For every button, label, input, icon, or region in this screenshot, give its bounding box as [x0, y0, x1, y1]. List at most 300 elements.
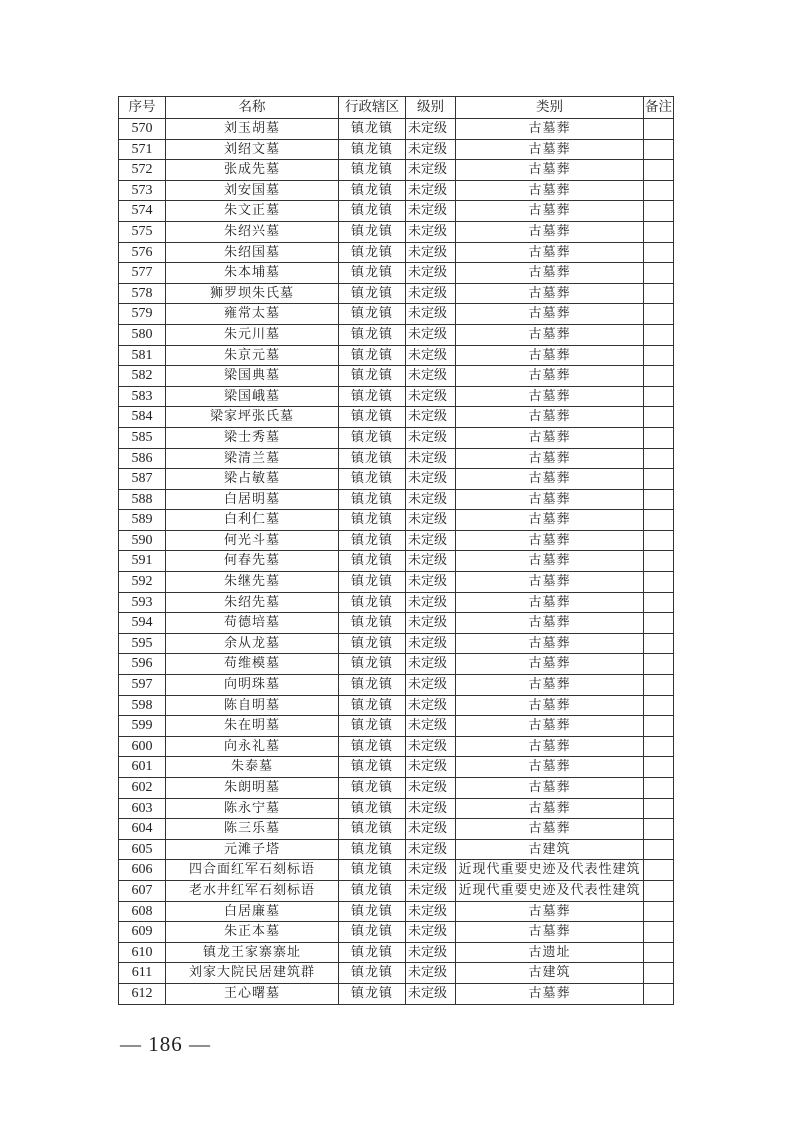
- cell-level: 未定级: [406, 798, 456, 819]
- cell-name: 向永礼墓: [166, 736, 339, 757]
- cell-name: 朱本埔墓: [166, 263, 339, 284]
- cell-category: 古墓葬: [456, 798, 644, 819]
- table-row: [119, 242, 674, 263]
- cell-remarks: [644, 263, 674, 284]
- table-row: [119, 366, 674, 387]
- cell-remarks: [644, 942, 674, 963]
- table-row: [119, 489, 674, 510]
- cell-name: 张成先墓: [166, 160, 339, 181]
- cell-index: 585: [119, 427, 166, 448]
- cell-district: 镇龙镇: [339, 613, 406, 634]
- cell-name: 梁士秀墓: [166, 427, 339, 448]
- table-row: [119, 839, 674, 860]
- table-row: [119, 530, 674, 551]
- cell-index: 583: [119, 386, 166, 407]
- cell-level: 未定级: [406, 963, 456, 984]
- cell-index: 590: [119, 530, 166, 551]
- cell-category: 古墓葬: [456, 263, 644, 284]
- table-row: [119, 427, 674, 448]
- cell-category: 古遗址: [456, 942, 644, 963]
- cell-category: 古墓葬: [456, 695, 644, 716]
- cell-remarks: [644, 119, 674, 140]
- cell-index: 611: [119, 963, 166, 984]
- cell-level: 未定级: [406, 736, 456, 757]
- cell-name: 朱正本墓: [166, 922, 339, 943]
- cell-name: 朱泰墓: [166, 757, 339, 778]
- cell-district: 镇龙镇: [339, 839, 406, 860]
- cell-remarks: [644, 983, 674, 1004]
- cell-level: 未定级: [406, 819, 456, 840]
- cell-district: 镇龙镇: [339, 386, 406, 407]
- cell-name: 四合面红军石刻标语: [166, 860, 339, 881]
- cell-index: 609: [119, 922, 166, 943]
- cell-district: 镇龙镇: [339, 757, 406, 778]
- cell-remarks: [644, 716, 674, 737]
- cell-index: 571: [119, 139, 166, 160]
- cell-remarks: [644, 242, 674, 263]
- cell-category: 古墓葬: [456, 675, 644, 696]
- cell-remarks: [644, 283, 674, 304]
- table-row: [119, 860, 674, 881]
- cell-index: 606: [119, 860, 166, 881]
- table-row: [119, 675, 674, 696]
- cell-district: 镇龙镇: [339, 366, 406, 387]
- cell-index: 581: [119, 345, 166, 366]
- cell-name: 白利仁墓: [166, 510, 339, 531]
- cell-remarks: [644, 592, 674, 613]
- cell-category: 古墓葬: [456, 386, 644, 407]
- cell-index: 605: [119, 839, 166, 860]
- cell-remarks: [644, 839, 674, 860]
- table-row: [119, 551, 674, 572]
- cell-index: 589: [119, 510, 166, 531]
- cell-name: 梁清兰墓: [166, 448, 339, 469]
- cell-district: 镇龙镇: [339, 798, 406, 819]
- cell-remarks: [644, 530, 674, 551]
- cell-level: 未定级: [406, 489, 456, 510]
- table-row: [119, 345, 674, 366]
- cell-category: 古墓葬: [456, 510, 644, 531]
- cell-remarks: [644, 469, 674, 490]
- table-row: [119, 283, 674, 304]
- cell-remarks: [644, 798, 674, 819]
- cell-level: 未定级: [406, 530, 456, 551]
- cell-category: 古墓葬: [456, 654, 644, 675]
- cell-category: 古墓葬: [456, 633, 644, 654]
- cell-category: 古墓葬: [456, 139, 644, 160]
- cell-index: 572: [119, 160, 166, 181]
- cell-category: 古墓葬: [456, 242, 644, 263]
- cell-remarks: [644, 160, 674, 181]
- cell-level: 未定级: [406, 180, 456, 201]
- cell-name: 刘玉胡墓: [166, 119, 339, 140]
- cell-district: 镇龙镇: [339, 180, 406, 201]
- cell-name: 陈三乐墓: [166, 819, 339, 840]
- cell-district: 镇龙镇: [339, 572, 406, 593]
- cell-district: 镇龙镇: [339, 633, 406, 654]
- table-row: [119, 139, 674, 160]
- cell-index: 592: [119, 572, 166, 593]
- cell-name: 梁国典墓: [166, 366, 339, 387]
- cell-category: 古墓葬: [456, 716, 644, 737]
- cell-remarks: [644, 675, 674, 696]
- cell-remarks: [644, 654, 674, 675]
- cell-level: 未定级: [406, 427, 456, 448]
- cell-category: 古墓葬: [456, 201, 644, 222]
- cell-index: 579: [119, 304, 166, 325]
- table-row: [119, 654, 674, 675]
- cell-category: 古墓葬: [456, 572, 644, 593]
- cell-level: 未定级: [406, 139, 456, 160]
- table-row: [119, 736, 674, 757]
- table-row: [119, 304, 674, 325]
- table-row: [119, 922, 674, 943]
- cell-index: 587: [119, 469, 166, 490]
- cell-district: 镇龙镇: [339, 901, 406, 922]
- cell-index: 588: [119, 489, 166, 510]
- cell-category: 古墓葬: [456, 983, 644, 1004]
- table-row: [119, 695, 674, 716]
- cell-index: 596: [119, 654, 166, 675]
- cell-category: 古墓葬: [456, 324, 644, 345]
- cell-district: 镇龙镇: [339, 922, 406, 943]
- cell-name: 白居廉墓: [166, 901, 339, 922]
- cell-remarks: [644, 386, 674, 407]
- cell-name: 何春先墓: [166, 551, 339, 572]
- cell-level: 未定级: [406, 160, 456, 181]
- cell-index: 598: [119, 695, 166, 716]
- cell-category: 古墓葬: [456, 592, 644, 613]
- cell-level: 未定级: [406, 510, 456, 531]
- cell-district: 镇龙镇: [339, 469, 406, 490]
- cell-index: 577: [119, 263, 166, 284]
- cell-name: 朱文正墓: [166, 201, 339, 222]
- cell-remarks: [644, 613, 674, 634]
- cell-category: 古墓葬: [456, 613, 644, 634]
- table-row: [119, 510, 674, 531]
- cell-name: 梁占敏墓: [166, 469, 339, 490]
- cell-name: 陈自明墓: [166, 695, 339, 716]
- cell-category: 古墓葬: [456, 819, 644, 840]
- cell-district: 镇龙镇: [339, 778, 406, 799]
- cell-remarks: [644, 736, 674, 757]
- cell-level: 未定级: [406, 942, 456, 963]
- cell-name: 朱朗明墓: [166, 778, 339, 799]
- table-row: [119, 324, 674, 345]
- cell-remarks: [644, 510, 674, 531]
- cell-district: 镇龙镇: [339, 283, 406, 304]
- cell-remarks: [644, 139, 674, 160]
- cell-index: 578: [119, 283, 166, 304]
- cell-level: 未定级: [406, 613, 456, 634]
- cell-district: 镇龙镇: [339, 263, 406, 284]
- cell-level: 未定级: [406, 695, 456, 716]
- cell-category: 古墓葬: [456, 160, 644, 181]
- cell-index: 586: [119, 448, 166, 469]
- cell-level: 未定级: [406, 922, 456, 943]
- table-row: [119, 160, 674, 181]
- cell-category: 古墓葬: [456, 304, 644, 325]
- cell-remarks: [644, 860, 674, 881]
- table-header-row: [119, 97, 674, 119]
- cell-remarks: [644, 304, 674, 325]
- cell-name: 刘家大院民居建筑群: [166, 963, 339, 984]
- cell-name: 陈永宁墓: [166, 798, 339, 819]
- cell-category: 古墓葬: [456, 427, 644, 448]
- cell-level: 未定级: [406, 263, 456, 284]
- cell-category: 古墓葬: [456, 901, 644, 922]
- cell-name: 朱在明墓: [166, 716, 339, 737]
- cell-level: 未定级: [406, 675, 456, 696]
- cell-remarks: [644, 345, 674, 366]
- cell-district: 镇龙镇: [339, 716, 406, 737]
- cell-category: 古墓葬: [456, 345, 644, 366]
- cell-district: 镇龙镇: [339, 675, 406, 696]
- cell-remarks: [644, 819, 674, 840]
- cell-district: 镇龙镇: [339, 963, 406, 984]
- table-row: [119, 798, 674, 819]
- cell-category: 古墓葬: [456, 922, 644, 943]
- cell-name: 朱绍兴墓: [166, 221, 339, 242]
- cell-remarks: [644, 922, 674, 943]
- cell-district: 镇龙镇: [339, 324, 406, 345]
- cell-index: 576: [119, 242, 166, 263]
- cell-level: 未定级: [406, 201, 456, 222]
- cell-remarks: [644, 448, 674, 469]
- cell-district: 镇龙镇: [339, 427, 406, 448]
- cell-district: 镇龙镇: [339, 942, 406, 963]
- cell-index: 570: [119, 119, 166, 140]
- cell-district: 镇龙镇: [339, 201, 406, 222]
- cell-category: 古墓葬: [456, 283, 644, 304]
- cell-district: 镇龙镇: [339, 736, 406, 757]
- page-number: — 186 —: [120, 1032, 211, 1056]
- cell-category: 古墓葬: [456, 180, 644, 201]
- cell-level: 未定级: [406, 345, 456, 366]
- cell-name: 刘安国墓: [166, 180, 339, 201]
- cell-district: 镇龙镇: [339, 304, 406, 325]
- cell-index: 599: [119, 716, 166, 737]
- cell-level: 未定级: [406, 860, 456, 881]
- cell-name: 朱绍国墓: [166, 242, 339, 263]
- cell-name: 雍常太墓: [166, 304, 339, 325]
- cell-level: 未定级: [406, 221, 456, 242]
- cell-remarks: [644, 551, 674, 572]
- cell-name: 朱绍先墓: [166, 592, 339, 613]
- cell-name: 余从龙墓: [166, 633, 339, 654]
- cell-remarks: [644, 366, 674, 387]
- table-row: [119, 942, 674, 963]
- cell-category: 古墓葬: [456, 366, 644, 387]
- cell-level: 未定级: [406, 386, 456, 407]
- cell-level: 未定级: [406, 324, 456, 345]
- cell-remarks: [644, 324, 674, 345]
- cell-index: 595: [119, 633, 166, 654]
- cell-level: 未定级: [406, 283, 456, 304]
- cell-name: 狮罗坝朱氏墓: [166, 283, 339, 304]
- cell-remarks: [644, 963, 674, 984]
- cell-remarks: [644, 901, 674, 922]
- cell-name: 苟德培墓: [166, 613, 339, 634]
- cell-remarks: [644, 572, 674, 593]
- cell-district: 镇龙镇: [339, 592, 406, 613]
- cell-index: 607: [119, 880, 166, 901]
- cell-remarks: [644, 201, 674, 222]
- cell-level: 未定级: [406, 839, 456, 860]
- cell-district: 镇龙镇: [339, 119, 406, 140]
- table-row: [119, 716, 674, 737]
- cell-index: 603: [119, 798, 166, 819]
- cell-district: 镇龙镇: [339, 530, 406, 551]
- cell-level: 未定级: [406, 716, 456, 737]
- cell-category: 古墓葬: [456, 489, 644, 510]
- cell-level: 未定级: [406, 983, 456, 1004]
- cell-category: 近现代重要史迹及代表性建筑: [456, 860, 644, 881]
- cell-category: 近现代重要史迹及代表性建筑: [456, 880, 644, 901]
- table-row: [119, 963, 674, 984]
- cell-name: 刘绍文墓: [166, 139, 339, 160]
- table-row: [119, 448, 674, 469]
- header-index: 序号: [119, 97, 166, 119]
- cell-index: 610: [119, 942, 166, 963]
- cell-name: 朱继先墓: [166, 572, 339, 593]
- cell-remarks: [644, 880, 674, 901]
- cell-level: 未定级: [406, 448, 456, 469]
- cell-level: 未定级: [406, 304, 456, 325]
- table-row: [119, 572, 674, 593]
- cell-category: 古建筑: [456, 963, 644, 984]
- cell-category: 古墓葬: [456, 469, 644, 490]
- cell-district: 镇龙镇: [339, 983, 406, 1004]
- table-row: [119, 407, 674, 428]
- cell-level: 未定级: [406, 366, 456, 387]
- cell-category: 古墓葬: [456, 407, 644, 428]
- cell-index: 591: [119, 551, 166, 572]
- cell-level: 未定级: [406, 778, 456, 799]
- cell-index: 601: [119, 757, 166, 778]
- table-row: [119, 469, 674, 490]
- cell-index: 608: [119, 901, 166, 922]
- table-row: [119, 180, 674, 201]
- cell-index: 604: [119, 819, 166, 840]
- cell-district: 镇龙镇: [339, 819, 406, 840]
- cell-district: 镇龙镇: [339, 160, 406, 181]
- cell-index: 597: [119, 675, 166, 696]
- cell-index: 582: [119, 366, 166, 387]
- table-row: [119, 778, 674, 799]
- cell-remarks: [644, 489, 674, 510]
- cell-index: 573: [119, 180, 166, 201]
- table-row: [119, 221, 674, 242]
- cell-index: 580: [119, 324, 166, 345]
- cell-district: 镇龙镇: [339, 448, 406, 469]
- cell-category: 古墓葬: [456, 221, 644, 242]
- cell-level: 未定级: [406, 592, 456, 613]
- table-row: [119, 386, 674, 407]
- cell-index: 584: [119, 407, 166, 428]
- cell-district: 镇龙镇: [339, 407, 406, 428]
- table-row: [119, 592, 674, 613]
- cell-category: 古墓葬: [456, 448, 644, 469]
- header-category: 类别: [456, 97, 644, 119]
- cell-name: 镇龙王家寨寨址: [166, 942, 339, 963]
- cell-remarks: [644, 221, 674, 242]
- cell-remarks: [644, 427, 674, 448]
- table-row: [119, 119, 674, 140]
- cell-district: 镇龙镇: [339, 221, 406, 242]
- cell-district: 镇龙镇: [339, 139, 406, 160]
- cell-remarks: [644, 695, 674, 716]
- cell-name: 何光斗墓: [166, 530, 339, 551]
- cell-district: 镇龙镇: [339, 880, 406, 901]
- cell-name: 朱京元墓: [166, 345, 339, 366]
- cell-category: 古墓葬: [456, 757, 644, 778]
- cell-level: 未定级: [406, 242, 456, 263]
- header-name: 名称: [166, 97, 339, 119]
- cell-name: 梁国峨墓: [166, 386, 339, 407]
- cell-name: 元滩子塔: [166, 839, 339, 860]
- cell-level: 未定级: [406, 572, 456, 593]
- cell-index: 574: [119, 201, 166, 222]
- cell-district: 镇龙镇: [339, 695, 406, 716]
- table-row: [119, 880, 674, 901]
- cell-category: 古墓葬: [456, 736, 644, 757]
- cell-index: 593: [119, 592, 166, 613]
- cell-level: 未定级: [406, 880, 456, 901]
- cell-category: 古墓葬: [456, 119, 644, 140]
- cell-district: 镇龙镇: [339, 242, 406, 263]
- table-row: [119, 819, 674, 840]
- cell-name: 朱元川墓: [166, 324, 339, 345]
- table-row: [119, 983, 674, 1004]
- cell-category: 古墓葬: [456, 530, 644, 551]
- header-level: 级别: [406, 97, 456, 119]
- cell-district: 镇龙镇: [339, 860, 406, 881]
- cell-remarks: [644, 180, 674, 201]
- cell-level: 未定级: [406, 407, 456, 428]
- cell-category: 古墓葬: [456, 778, 644, 799]
- cell-level: 未定级: [406, 551, 456, 572]
- cell-remarks: [644, 633, 674, 654]
- cell-remarks: [644, 778, 674, 799]
- cell-district: 镇龙镇: [339, 551, 406, 572]
- cell-level: 未定级: [406, 119, 456, 140]
- cell-name: 王心曙墓: [166, 983, 339, 1004]
- cell-district: 镇龙镇: [339, 345, 406, 366]
- table-row: [119, 613, 674, 634]
- cell-level: 未定级: [406, 633, 456, 654]
- cell-index: 594: [119, 613, 166, 634]
- cell-district: 镇龙镇: [339, 510, 406, 531]
- header-district: 行政辖区: [339, 97, 406, 119]
- cell-name: 白居明墓: [166, 489, 339, 510]
- cell-index: 612: [119, 983, 166, 1004]
- cell-category: 古建筑: [456, 839, 644, 860]
- cell-remarks: [644, 407, 674, 428]
- cell-level: 未定级: [406, 469, 456, 490]
- cell-name: 梁家坪张氏墓: [166, 407, 339, 428]
- cell-name: 苟维模墓: [166, 654, 339, 675]
- cell-index: 600: [119, 736, 166, 757]
- cell-name: 向明珠墓: [166, 675, 339, 696]
- table-row: [119, 901, 674, 922]
- cell-district: 镇龙镇: [339, 489, 406, 510]
- table-row: [119, 757, 674, 778]
- cell-name: 老水井红军石刻标语: [166, 880, 339, 901]
- table-row: [119, 201, 674, 222]
- cell-index: 575: [119, 221, 166, 242]
- heritage-table: [118, 96, 674, 1005]
